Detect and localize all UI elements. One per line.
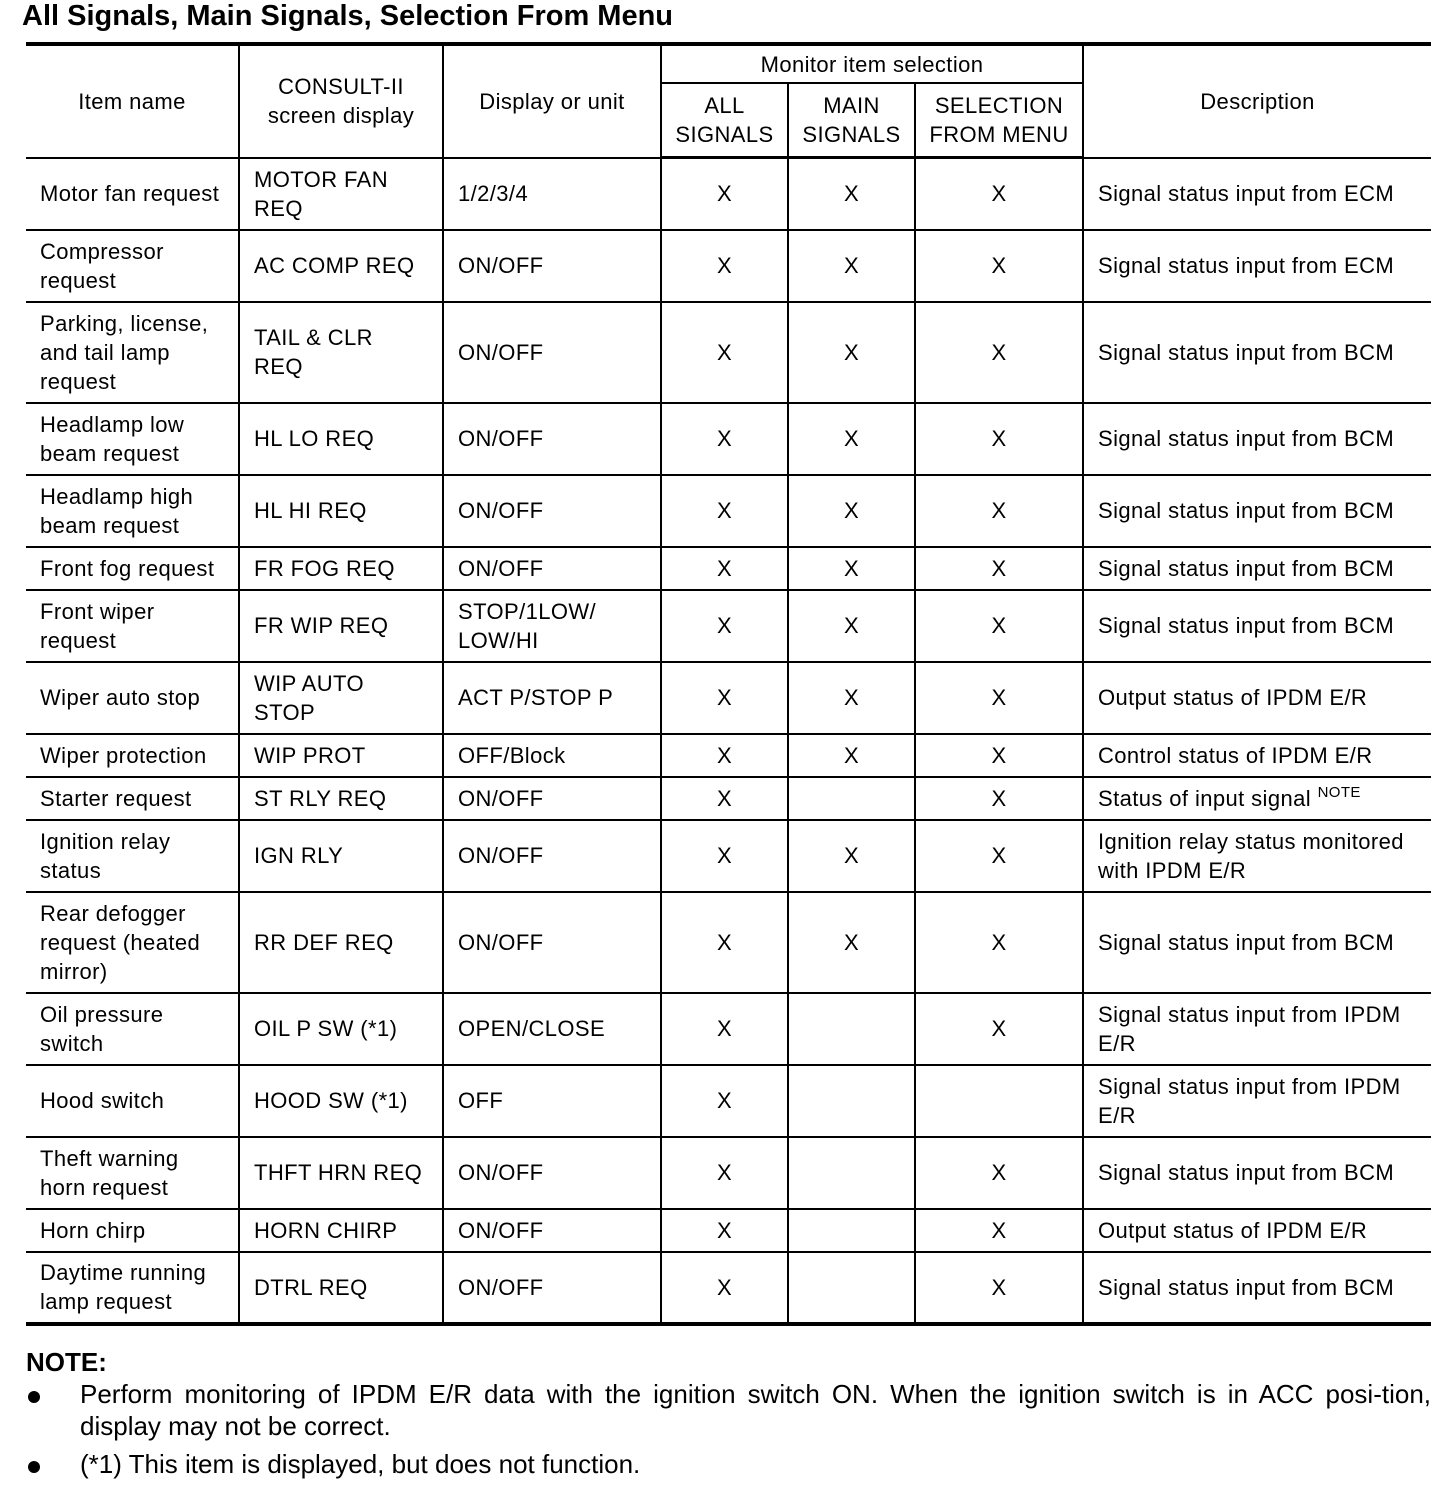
cell-consult-display: MOTOR FAN REQ [239,158,443,230]
cell-consult-display: AC COMP REQ [239,230,443,302]
cell-all-signals: X [661,892,788,993]
cell-description: Signal status input from BCM [1083,1137,1431,1209]
cell-description: Signal status input from IPDM E/R [1083,993,1431,1065]
cell-selection-from-menu [915,1065,1083,1137]
table-row [26,302,1431,403]
table-row [26,1209,1431,1252]
cell-consult-display: HOOD SW (*1) [239,1065,443,1137]
cell-description: Output status of IPDM E/R [1083,662,1431,734]
cell-main-signals: X [788,892,915,993]
cell-display-unit: ACT P/STOP P [443,662,661,734]
table-row [26,590,1431,662]
cell-description: Signal status input from ECM [1083,230,1431,302]
cell-display-unit: STOP/1LOW/ LOW/HI [443,590,661,662]
cell-display-unit: ON/OFF [443,547,661,590]
cell-all-signals: X [661,547,788,590]
table-row [26,475,1431,547]
cell-selection-from-menu: X [915,1137,1083,1209]
table-row [26,158,1431,230]
cell-display-unit: ON/OFF [443,892,661,993]
cell-item-name: Oil pressure switch [26,993,239,1065]
cell-display-unit: 1/2/3/4 [443,158,661,230]
cell-all-signals: X [661,158,788,230]
cell-selection-from-menu: X [915,892,1083,993]
cell-display-unit: ON/OFF [443,820,661,892]
bullet-icon [28,1391,40,1403]
cell-item-name: Starter request [26,777,239,820]
cell-main-signals [788,1137,915,1209]
cell-main-signals: X [788,302,915,403]
table-body [26,158,1431,1324]
cell-item-name: Headlamp low beam request [26,403,239,475]
notes-heading: NOTE: [26,1347,107,1377]
cell-main-signals: X [788,158,915,230]
cell-display-unit: ON/OFF [443,475,661,547]
cell-main-signals [788,1252,915,1324]
cell-description: Signal status input from BCM [1083,302,1431,403]
cell-description: Status of input signal $^{NOTE}$ [1083,777,1431,820]
cell-description: Signal status input from IPDM E/R [1083,1065,1431,1137]
cell-selection-from-menu: X [915,993,1083,1065]
cell-all-signals: X [661,1065,788,1137]
cell-selection-from-menu: X [915,590,1083,662]
header-display-unit: Display or unit [443,44,661,158]
cell-description: Signal status input from ECM [1083,158,1431,230]
cell-selection-from-menu: X [915,230,1083,302]
cell-description: Signal status input from BCM [1083,590,1431,662]
cell-consult-display: WIP PROT [239,734,443,777]
header-selection-from-menu: SELECTION FROM MENU [915,83,1083,158]
cell-consult-display: IGN RLY [239,820,443,892]
table-row [26,547,1431,590]
bullet-icon [28,1461,40,1473]
cell-consult-display: HL LO REQ [239,403,443,475]
cell-main-signals: X [788,475,915,547]
table-row [26,1137,1431,1209]
note-item: (*1) This item is displayed, but does not function. [26,1448,1431,1480]
cell-selection-from-menu: X [915,302,1083,403]
cell-consult-display: HORN CHIRP [239,1209,443,1252]
cell-display-unit: ON/OFF [443,1252,661,1324]
cell-main-signals [788,777,915,820]
cell-main-signals: X [788,547,915,590]
notes-list [26,1378,1431,1480]
cell-description: Output status of IPDM E/R [1083,1209,1431,1252]
signals-table [26,42,1431,1326]
cell-item-name: Front wiper request [26,590,239,662]
cell-main-signals [788,993,915,1065]
cell-all-signals: X [661,993,788,1065]
cell-description: Control status of IPDM E/R [1083,734,1431,777]
cell-selection-from-menu: X [915,403,1083,475]
cell-all-signals: X [661,1209,788,1252]
cell-display-unit: ON/OFF [443,302,661,403]
note-item: Perform monitoring of IPDM E/R data with the ignition switch ON. When the ignition switch is in ACC posi-tion, display may not be correct. [26,1378,1431,1442]
cell-display-unit: ON/OFF [443,403,661,475]
table-row [26,777,1431,820]
header-item-name: Item name [26,44,239,158]
cell-item-name: Horn chirp [26,1209,239,1252]
table-row [26,1065,1431,1137]
cell-main-signals: X [788,662,915,734]
cell-item-name: Compressor request [26,230,239,302]
cell-main-signals: X [788,820,915,892]
cell-display-unit: OPEN/CLOSE [443,993,661,1065]
cell-consult-display: DTRL REQ [239,1252,443,1324]
table-row [26,993,1431,1065]
cell-selection-from-menu: X [915,820,1083,892]
cell-all-signals: X [661,403,788,475]
cell-description: Signal status input from BCM [1083,475,1431,547]
cell-item-name: Parking, license, and tail lamp request [26,302,239,403]
cell-description: Signal status input from BCM [1083,892,1431,993]
cell-all-signals: X [661,230,788,302]
cell-main-signals [788,1209,915,1252]
cell-main-signals: X [788,590,915,662]
cell-selection-from-menu: X [915,662,1083,734]
header-main-signals: MAIN SIGNALS [788,83,915,158]
table-row [26,820,1431,892]
header-all-signals: ALL SIGNALS [661,83,788,158]
cell-display-unit: OFF/Block [443,734,661,777]
cell-all-signals: X [661,1137,788,1209]
cell-main-signals: X [788,230,915,302]
cell-consult-display: WIP AUTO STOP [239,662,443,734]
cell-main-signals [788,1065,915,1137]
cell-description: Signal status input from BCM [1083,1252,1431,1324]
cell-item-name: Front fog request [26,547,239,590]
cell-consult-display: HL HI REQ [239,475,443,547]
cell-display-unit: ON/OFF [443,1209,661,1252]
cell-main-signals: X [788,734,915,777]
cell-item-name: Rear defogger request (heated mirror) [26,892,239,993]
cell-main-signals: X [788,403,915,475]
cell-all-signals: X [661,1252,788,1324]
cell-item-name: Daytime running lamp request [26,1252,239,1324]
notes-section [26,1346,1431,1480]
cell-selection-from-menu: X [915,1209,1083,1252]
cell-display-unit: OFF [443,1065,661,1137]
cell-all-signals: X [661,734,788,777]
table-row [26,892,1431,993]
cell-selection-from-menu: X [915,158,1083,230]
cell-selection-from-menu: X [915,734,1083,777]
cell-display-unit: ON/OFF [443,777,661,820]
cell-item-name: Wiper auto stop [26,662,239,734]
cell-selection-from-menu: X [915,547,1083,590]
cell-item-name: Hood switch [26,1065,239,1137]
cell-consult-display: THFT HRN REQ [239,1137,443,1209]
cell-item-name: Ignition relay status [26,820,239,892]
cell-display-unit: ON/OFF [443,1137,661,1209]
cell-consult-display: TAIL & CLR REQ [239,302,443,403]
cell-item-name: Motor fan request [26,158,239,230]
table-row [26,230,1431,302]
cell-selection-from-menu: X [915,777,1083,820]
cell-item-name: Theft warning horn request [26,1137,239,1209]
cell-all-signals: X [661,820,788,892]
cell-all-signals: X [661,590,788,662]
note-reference: NOTE [1317,783,1361,801]
table-row [26,734,1431,777]
page-title: All Signals, Main Signals, Selection From Menu [22,0,673,32]
table-row [26,662,1431,734]
cell-all-signals: X [661,662,788,734]
cell-selection-from-menu: X [915,475,1083,547]
table-row [26,403,1431,475]
cell-selection-from-menu: X [915,1252,1083,1324]
cell-consult-display: OIL P SW (*1) [239,993,443,1065]
header-monitor-item-selection: Monitor item selection [661,44,1083,83]
cell-consult-display: ST RLY REQ [239,777,443,820]
cell-display-unit: ON/OFF [443,230,661,302]
cell-consult-display: FR WIP REQ [239,590,443,662]
header-consult-display: CONSULT-II screen display [239,44,443,158]
cell-item-name: Wiper protection [26,734,239,777]
header-description: Description [1083,44,1431,158]
cell-item-name: Headlamp high beam request [26,475,239,547]
cell-all-signals: X [661,777,788,820]
cell-description: Signal status input from BCM [1083,547,1431,590]
cell-all-signals: X [661,475,788,547]
cell-description: Signal status input from BCM [1083,403,1431,475]
cell-all-signals: X [661,302,788,403]
cell-consult-display: FR FOG REQ [239,547,443,590]
table-row [26,1252,1431,1324]
cell-description: Ignition relay status monitored with IPDM E/R [1083,820,1431,892]
cell-consult-display: RR DEF REQ [239,892,443,993]
